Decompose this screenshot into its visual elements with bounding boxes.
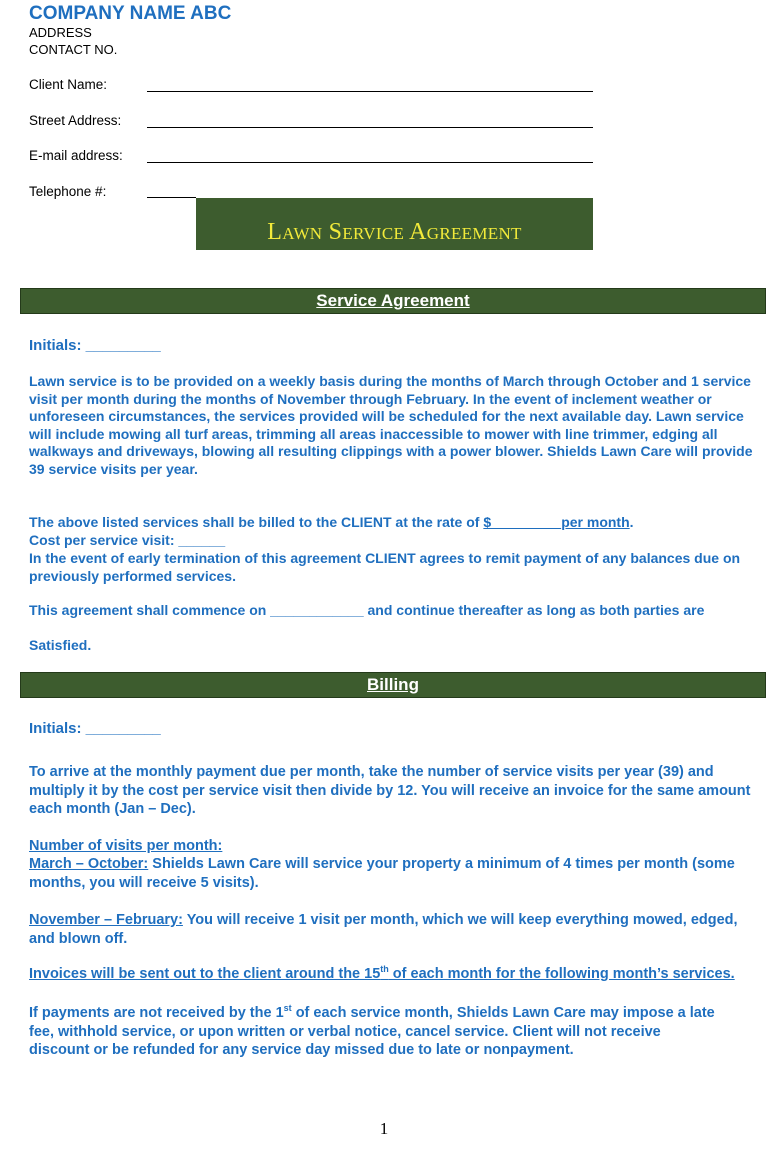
- billing-rate-prefix: The above listed services shall be billed to the CLIENT at the rate of: [29, 514, 484, 530]
- invoice-notice-pre: Invoices will be sent out to the client around the 15: [29, 966, 381, 982]
- billing-intro: To arrive at the monthly payment due per month, take the number of service visits per year (39) and multiply it by the cost per service visit then divide by 12. You will receive an invoice for the same amount each month (Jan – Dec).: [29, 764, 751, 817]
- telephone-label: Telephone #:: [29, 184, 107, 199]
- agreement-banner: [196, 198, 593, 250]
- service-description: Lawn service is to be provided on a weekly basis during the months of March through October and 1 service visit per month during the months of November through February. In the event of inclement weather or unforeseen circumstances, the services provided will be scheduled for the next available day. Lawn service will include mowing all turf areas, trimming all areas inaccessible to mower with line trimmer, edging all walkways and driveways, blowing all resulting clippings with a power blower. Shields Lawn Care will provide 39 service visits per year.: [29, 373, 753, 477]
- company-name: COMPANY NAME ABC: [29, 3, 232, 24]
- email-address-label: E-mail address:: [29, 148, 123, 163]
- invoice-notice-sup: th: [380, 964, 389, 975]
- telephone-line[interactable]: [147, 197, 196, 198]
- street-address-line[interactable]: [147, 127, 593, 128]
- commence-satisfied: Satisfied.: [29, 637, 92, 653]
- late-payment-sup: st: [283, 1003, 292, 1014]
- billing-rate-amount: $_________per month: [483, 514, 630, 530]
- service-initials: Initials: _________: [29, 337, 161, 354]
- late-payment-post: of each service month, Shields Lawn Care may impose a late fee, withhold service, or upon written or verbal notice, cancel service. Client will not receive discount or be refunded for any service day missed due to late or nonpayment.: [29, 1005, 715, 1058]
- commence-clause: This agreement shall commence on ____________ and continue thereafter as long as both parties are: [29, 602, 705, 618]
- november-february-line: [29, 911, 759, 948]
- email-address-line[interactable]: [147, 162, 593, 163]
- visits-heading: Number of visits per month:: [29, 838, 223, 854]
- agreement-banner-title: Lawn Service Agreement: [267, 219, 522, 245]
- page-number: 1: [379, 1119, 389, 1138]
- termination-clause: In the event of early termination of this agreement CLIENT agrees to remit payment of any balances due on previously performed services.: [29, 550, 741, 584]
- invoice-notice: [29, 965, 759, 984]
- company-address: ADDRESS: [29, 25, 92, 40]
- march-october-line: [29, 855, 759, 892]
- client-name-line[interactable]: [147, 91, 593, 92]
- late-payment-notice: [29, 1004, 719, 1060]
- billing-initials: Initials: _________: [29, 720, 161, 737]
- service-agreement-title: Service Agreement: [316, 291, 470, 310]
- november-february-text: You will receive 1 visit per month, which we will keep everything mowed, edged, and blown off.: [29, 912, 738, 947]
- company-contact: CONTACT NO.: [29, 42, 118, 57]
- service-agreement-bar: [20, 288, 766, 314]
- client-name-label: Client Name:: [29, 77, 108, 92]
- march-october-label: March – October:: [29, 856, 149, 872]
- march-october-text: Shields Lawn Care will service your property a minimum of 4 times per month (some months, you will receive 5 visits).: [29, 856, 735, 891]
- november-february-label: November – February:: [29, 912, 183, 928]
- street-address-label: Street Address:: [29, 113, 122, 128]
- billing-title: Billing: [367, 675, 419, 694]
- invoice-notice-post: of each month for the following month’s services.: [388, 966, 735, 982]
- cost-per-visit: Cost per service visit: ______: [29, 532, 226, 548]
- billing-rate-line: [29, 514, 759, 532]
- billing-rate-suffix: .: [629, 514, 634, 530]
- billing-bar: [20, 672, 766, 698]
- late-payment-pre: If payments are not received by the 1: [29, 1005, 284, 1021]
